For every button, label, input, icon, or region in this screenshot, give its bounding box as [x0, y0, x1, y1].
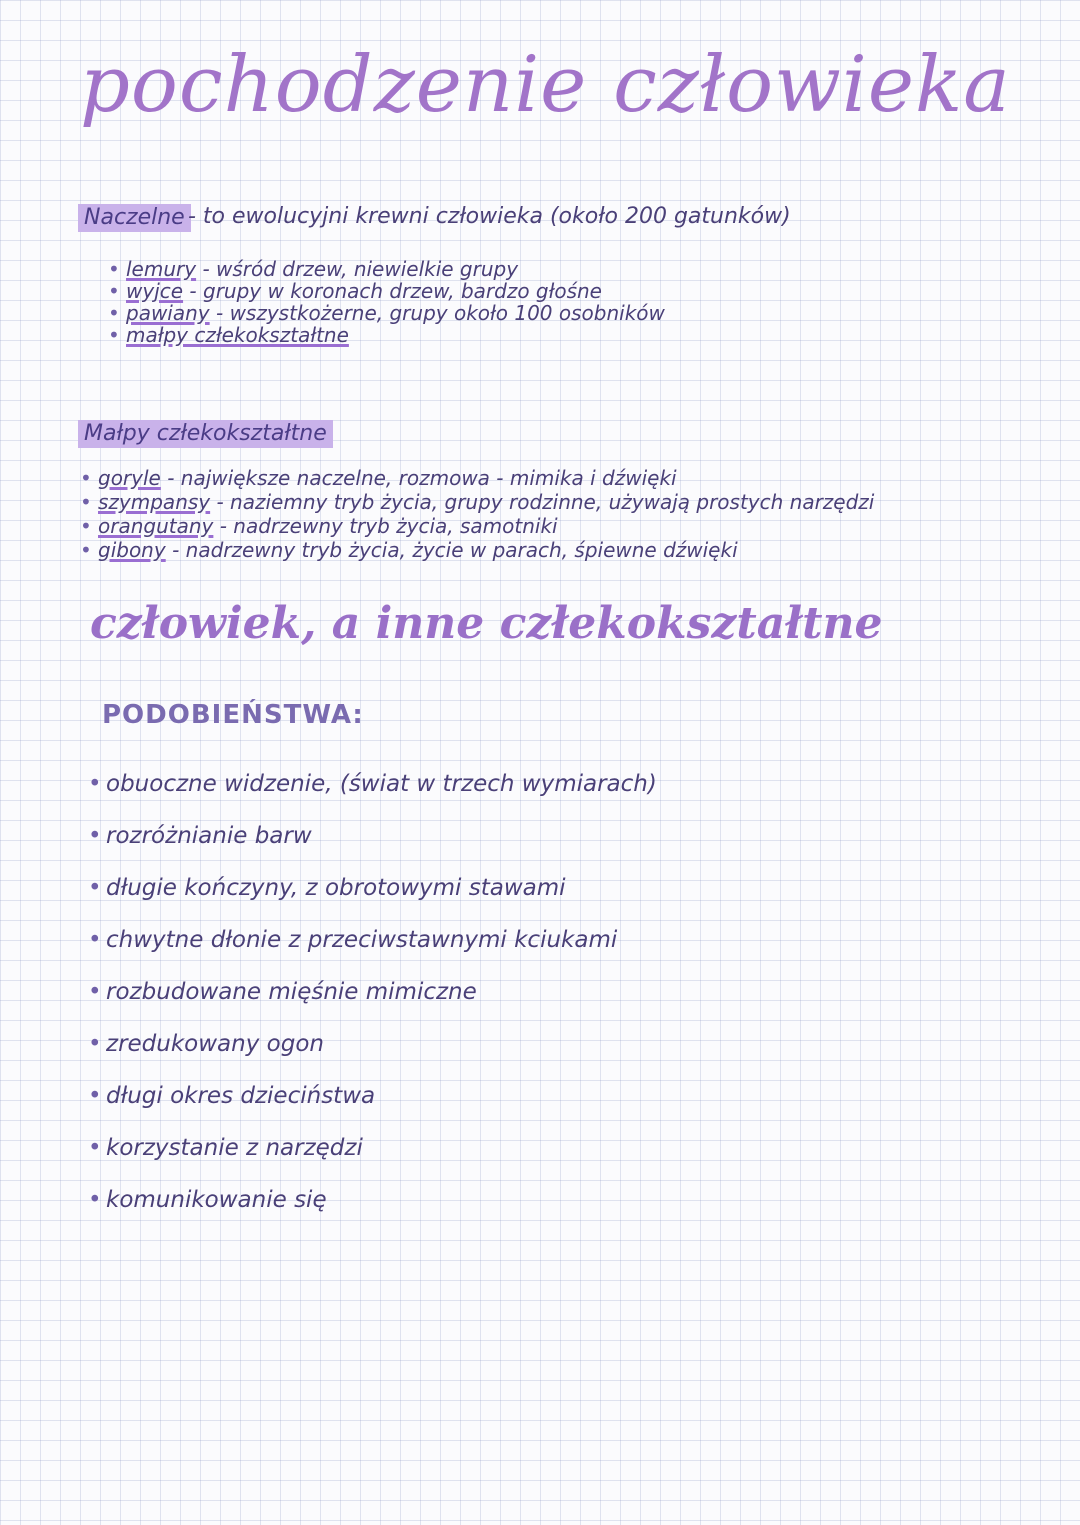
- list-item: [80, 490, 874, 514]
- primate-desc: - grupy w koronach drzew, bardzo głośne: [189, 279, 602, 303]
- list-item: [80, 466, 874, 490]
- ape-desc: - naziemny tryb życia, grupy rodzinne, używają prostych narzędzi: [216, 490, 875, 514]
- ape-term: orangutany: [98, 514, 214, 538]
- list-item: • chwytne dłonie z przeciwstawnymi kciukami: [88, 914, 657, 966]
- primate-term: małpy człekokształtne: [126, 323, 349, 347]
- list-item: [108, 258, 665, 280]
- list-item: • obuoczne widzenie, (świat w trzech wymiarach): [88, 758, 657, 810]
- list-item: [108, 324, 665, 346]
- primate-term: lemury: [126, 257, 197, 281]
- ape-desc: - nadrzewny tryb życia, życie w parach, śpiewne dźwięki: [172, 538, 738, 562]
- similarities-list: [88, 758, 657, 1226]
- list-item: • zredukowany ogon: [88, 1018, 657, 1070]
- list-item: [80, 538, 874, 562]
- ape-desc: - nadrzewny tryb życia, samotniki: [219, 514, 558, 538]
- list-item: • długi okres dzieciństwa: [88, 1070, 657, 1122]
- primate-desc: - wśród drzew, niewielkie grupy: [202, 257, 519, 281]
- similarities-heading: PODOBIEŃSTWA:: [102, 700, 364, 730]
- primates-list: [108, 258, 665, 346]
- list-item: [108, 302, 665, 324]
- list-item: [80, 514, 874, 538]
- list-item: • korzystanie z narzędzi: [88, 1122, 657, 1174]
- apes-list: [80, 466, 874, 562]
- primate-term: wyjce: [126, 279, 184, 303]
- ape-term: goryle: [98, 466, 161, 490]
- list-item: • komunikowanie się: [88, 1174, 657, 1226]
- list-item: • rozbudowane mięśnie mimiczne: [88, 966, 657, 1018]
- primate-term: pawiany: [126, 301, 210, 325]
- section-subtitle: człowiek, a inne człekokształtne: [90, 598, 883, 649]
- ape-term: gibony: [98, 538, 166, 562]
- primates-highlight: Naczelne: [78, 204, 191, 232]
- primates-intro-text: - to ewolucyjni krewni człowieka (około 200 gatunków): [188, 204, 791, 229]
- ape-term: szympansy: [98, 490, 211, 514]
- primate-desc: - wszystkożerne, grupy około 100 osobników: [216, 301, 665, 325]
- list-item: • rozróżnianie barw: [88, 810, 657, 862]
- ape-desc: - największe naczelne, rozmowa - mimika i dźwięki: [167, 466, 677, 490]
- list-item: • długie kończyny, z obrotowymi stawami: [88, 862, 657, 914]
- page-title: pochodzenie człowieka: [80, 40, 1011, 130]
- apes-heading: Małpy człekokształtne: [78, 420, 333, 448]
- list-item: [108, 280, 665, 302]
